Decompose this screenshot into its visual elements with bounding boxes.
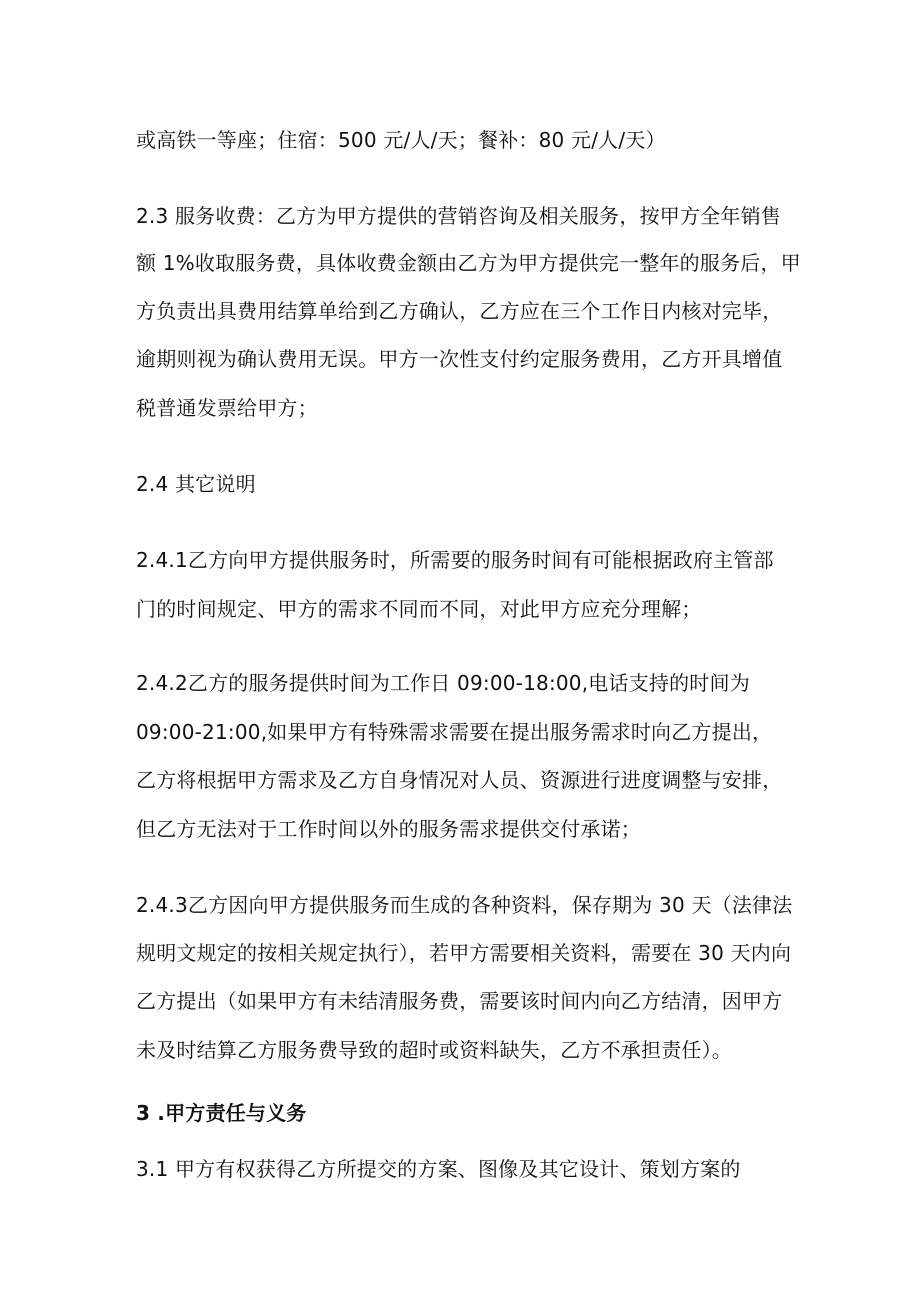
section-heading: 3 .甲方责任与义务 bbox=[136, 1101, 307, 1125]
text-line: 2.4.1乙方向甲方提供服务时，所需要的服务时间有可能根据政府主管部 bbox=[136, 548, 774, 572]
text-line: 2.4.3乙方因向甲方提供服务而生成的各种资料，保存期为 30 天（法律法 bbox=[136, 893, 793, 917]
text-line: 3.1 甲方有权获得乙方所提交的方案、图像及其它设计、策划方案的 bbox=[136, 1157, 741, 1181]
text-line: 或高铁一等座；住宿：500 元/人/天；餐补：80 元/人/天） bbox=[136, 128, 666, 152]
text-line: 但乙方无法对于工作时间以外的服务需求提供交付承诺； bbox=[136, 817, 641, 841]
text-line: 逾期则视为确认费用无误。甲方一次性支付约定服务费用，乙方开具增值 bbox=[136, 347, 783, 371]
text-line: 未及时结算乙方服务费导致的超时或资料缺失，乙方不承担责任）。 bbox=[136, 1038, 732, 1062]
text-line: 额 1%收取服务费，具体收费金额由乙方为甲方提供完一整年的服务后，甲 bbox=[136, 251, 801, 275]
text-line: 门的时间规定、甲方的需求不同而不同，对此甲方应充分理解； bbox=[136, 597, 702, 621]
section-title: 2.4 其它说明 bbox=[136, 472, 256, 496]
text-line: 乙方将根据甲方需求及乙方自身情况对人员、资源进行进度调整与安排， bbox=[136, 768, 783, 792]
text-line: 乙方提出（如果甲方有未结清服务费，需要该时间内向乙方结清，因甲方 bbox=[136, 989, 783, 1013]
text-line: 规明文规定的按相关规定执行），若甲方需要相关资料，需要在 30 天内向 bbox=[136, 941, 792, 965]
text-line: 2.3 服务收费：乙方为甲方提供的营销咨询及相关服务，按甲方全年销售 bbox=[136, 204, 781, 228]
text-line: 09:00-21:00,如果甲方有特殊需求需要在提出服务需求时向乙方提出， bbox=[136, 720, 773, 744]
text-line: 2.4.2乙方的服务提供时间为工作日 09:00-18:00,电话支持的时间为 bbox=[136, 671, 750, 695]
text-line: 方负责出具费用结算单给到乙方确认，乙方应在三个工作日内核对完毕， bbox=[136, 299, 783, 323]
text-line: 税普通发票给甲方； bbox=[136, 396, 318, 420]
